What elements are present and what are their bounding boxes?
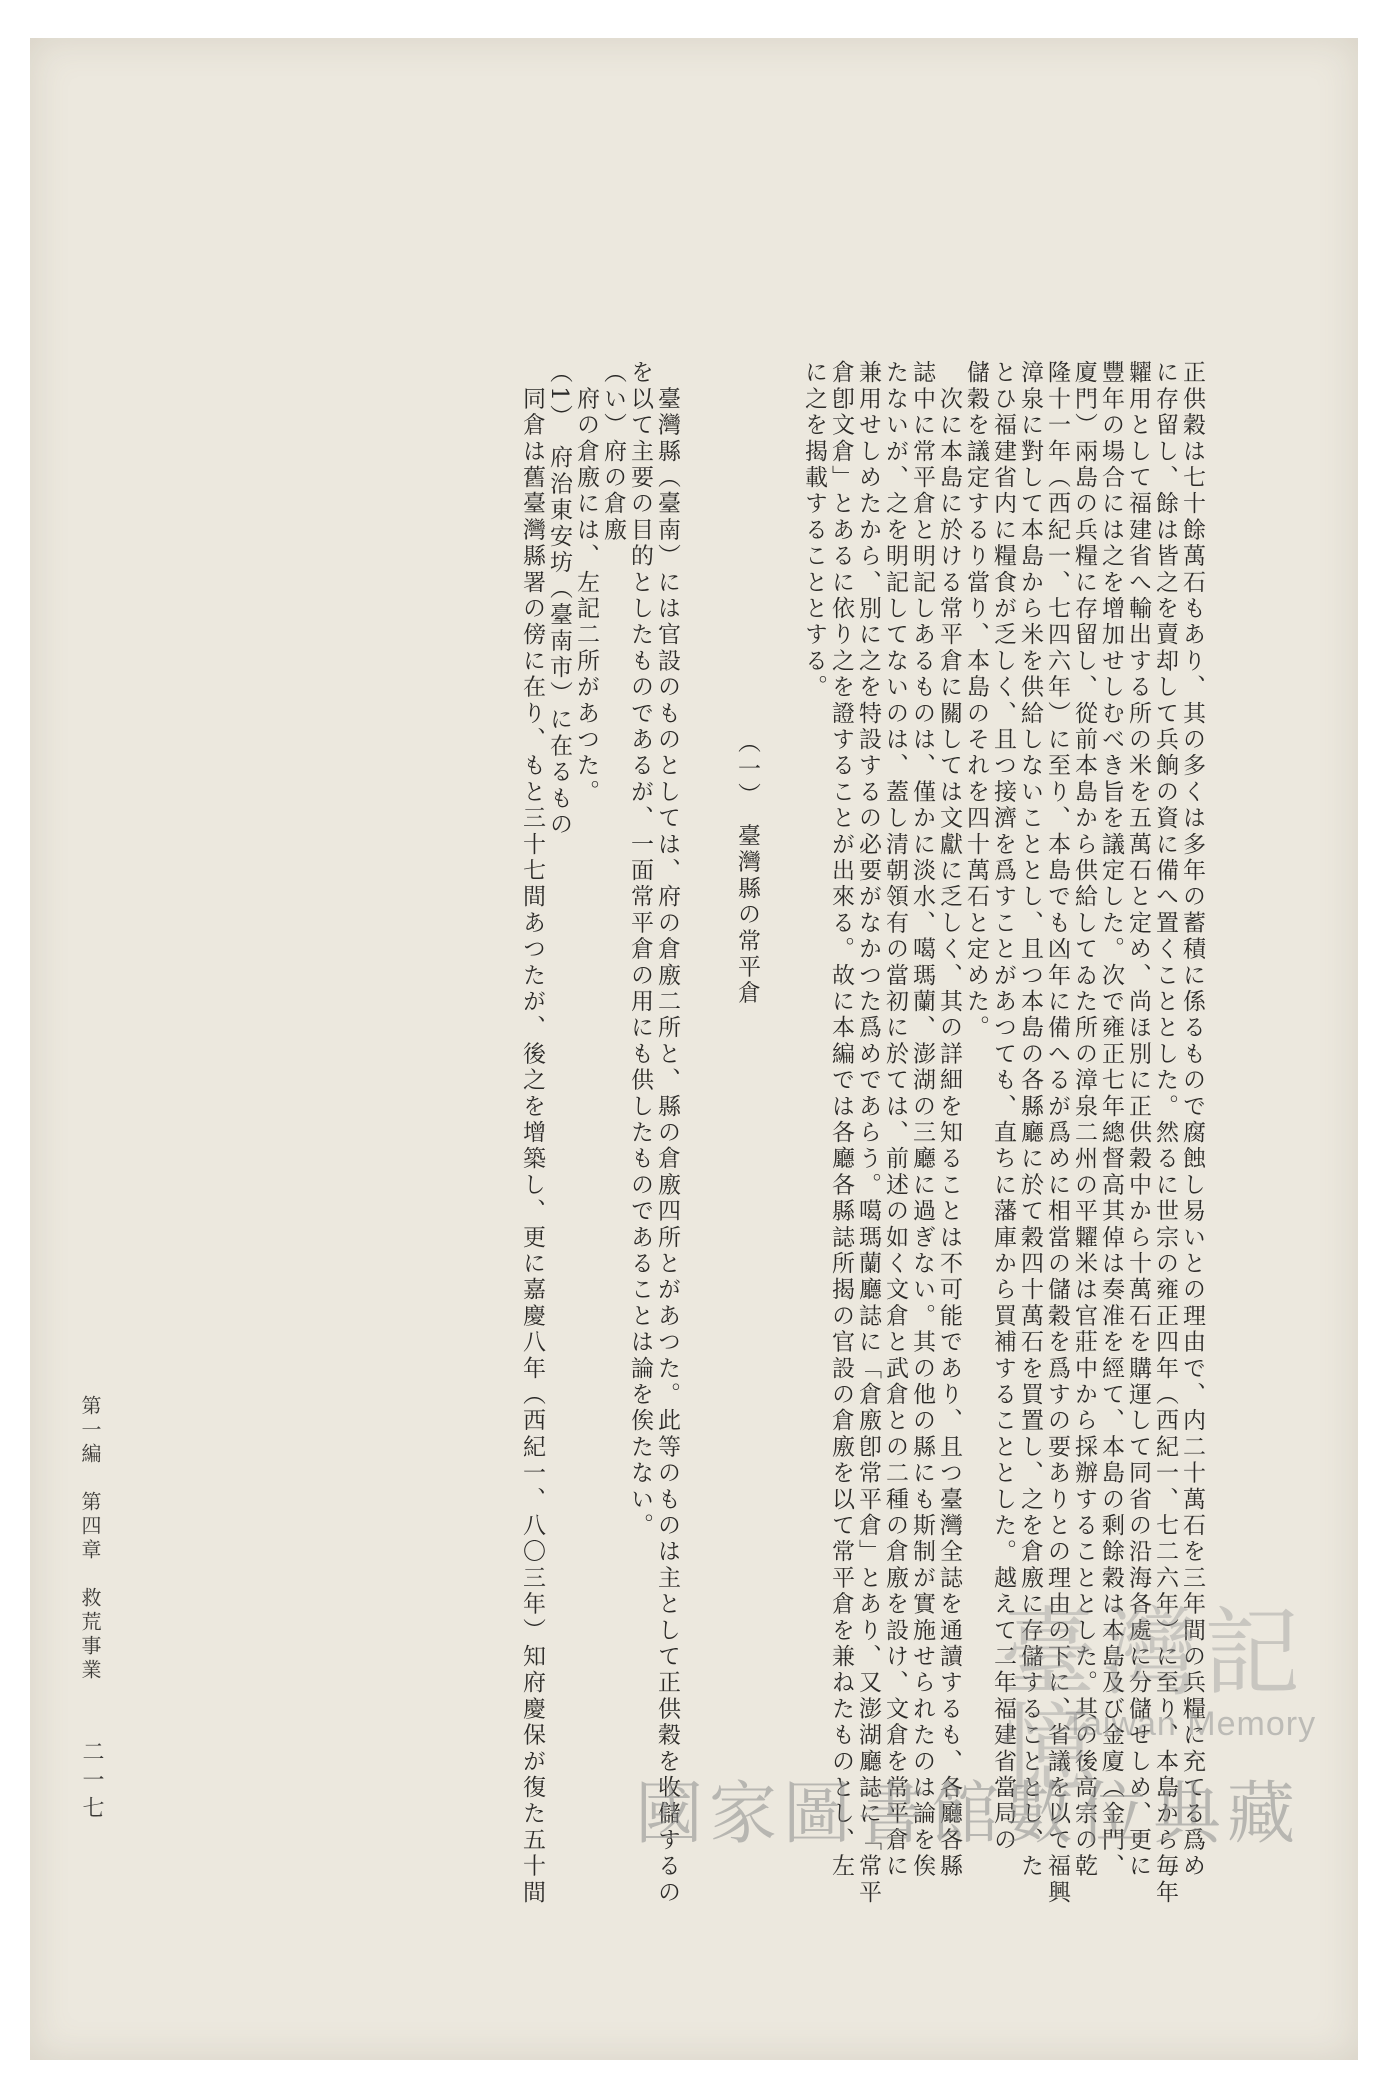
text-line: 倉卽文倉」とあるに依り之を證することが出來る。故に本編では各廳各縣誌所揭の官設の倉廒を以て常平倉を兼ねたものとし、左 [828,360,854,1880]
text-line: とひ福建省内に糧食が乏しく、且つ接濟を爲すことがあつても、直ちに藩庫から買補することとした。越えて二年福建省當局の [990,360,1016,1854]
watermark-logo: 臺灣記憶 [1000,1597,1306,1805]
text-line: 廈門）兩島の兵糧に存留し、從前本島から供給してゐた所の漳泉二州の平糶米は官莊中から採辦することとした。其の後高宗の乾 [1071,360,1097,1880]
text-line: 兼用せしめたから、別に之を特設するの必要がなかつた爲めであらう。噶瑪蘭廳誌に「倉廒卽常平倉」とあり、又澎湖廳誌に「常平 [855,360,881,1906]
page-number: 二一七 [79,1740,104,1824]
text-line: を以て主要の目的としたものであるが、一面常平倉の用にも供したものであることは論を俟たない。 [627,360,653,1539]
text-line: 隆十一年（西紀一、七四六年）に至り、本島でも凶年に備へるが爲めに相當の儲穀を爲すの要ありとの理由の下に、省議を以て福興 [1044,360,1070,1906]
text-line: に存留し、餘は皆之を賣却して兵餉の資に備へ置くこととした。然るに世宗の雍正四年（西紀一、七二六年）に至り、本島から毎年 [1152,360,1178,1906]
text-line: に之を揭載することとする。 [801,360,827,701]
section-heading: （一） 臺灣縣の常平倉 [734,730,760,1007]
watermark-subtitle: Taiwan Memory [1065,1705,1317,1743]
text-line: 同倉は舊臺灣縣署の傍に在り、もと三十七間あつたが、後之を增築し、更に嘉慶八年（西紀一、八〇三年）知府慶保が復た五十間 [519,360,545,1906]
text-line: 次に本島に於ける常平倉に關しては文獻に乏しく、其の詳細を知ることは不可能であり、且つ臺灣全誌を通讀するも、各廳各縣 [936,360,962,1880]
watermark-organization: 國家圖書館數位典藏 [635,1776,1302,1852]
text-line: 府の倉廒には、左記二所があつた。 [573,360,599,806]
text-line: 漳泉に對して本島から米を供給しないこととし、且つ本島の各縣廳に於て穀四十萬石を買置し、之を倉廒に存儲することとし、た [1017,360,1043,1880]
text-line: 誌中に常平倉と明記しあるものは、僅かに淡水、噶瑪蘭、澎湖の三廳に過ぎない。其の他の縣にも斯制が實施せられたのは論を俟 [909,360,935,1880]
text-line: 儲穀を議定するり當り、本島のそれを四十萬石と定めた。 [963,360,989,1042]
text-line: 正供穀は七十餘萬石もあり、其の多くは多年の蓄積に係るもので腐蝕し易いとの理由で、内二十萬石を三年間の兵糧に充てる爲め [1179,360,1205,1880]
text-line: 糶用として福建省へ輸出する所の米を五萬石と定め、尚ほ別に正供穀中から十萬石を購運して同省の沿海各處に分儲せしめ、更に [1125,360,1151,1880]
text-line: 臺灣縣（臺南）には官設のものとしては、府の倉廒二所と、縣の倉廒四所とがあつた。此等のものは主として正供穀を收儲するの [654,360,680,1906]
text-line: （い）府の倉廒 [600,360,626,544]
chapter-footer: 第一編 第四章 救荒事業 [78,1395,102,1683]
text-line: たないが、之を明記してないのは、蓋し清朝領有の當初に於ては、前述の如く文倉と武倉との二種の倉廒を設け、文倉を常平倉に [882,360,908,1880]
text-line: （1） 府治東安坊（臺南市）に在るもの [546,360,572,838]
text-line: 豐年の場合には之を增加せしむべき旨を議定した。次で雍正七年總督高其倬は奏准を經て、本島の剩餘穀は本島及び金廈（金門、 [1098,360,1124,1880]
